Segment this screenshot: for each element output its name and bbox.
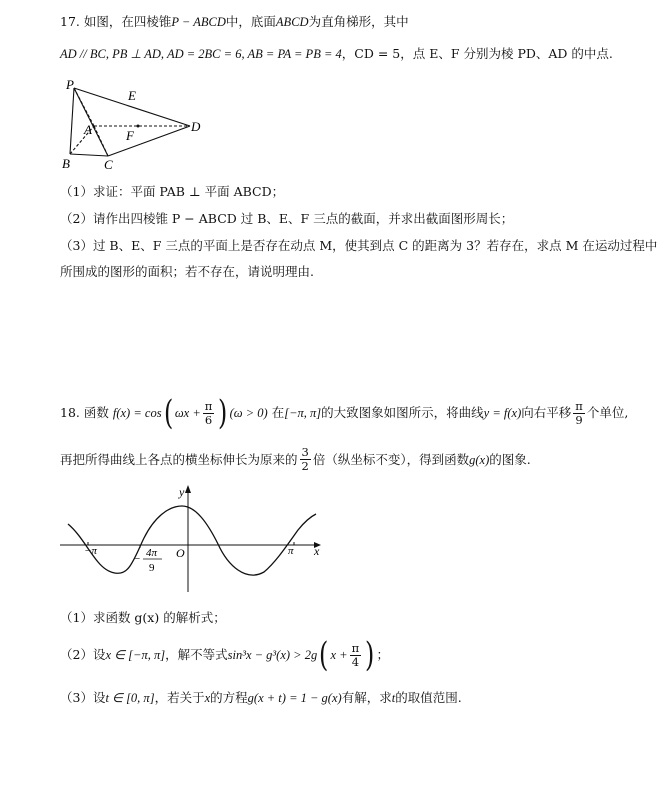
q18-part3-var: x: [204, 691, 211, 705]
q18-l2-c: 的图象.: [489, 451, 531, 467]
q17-part2: （2）请作出四棱锥 P − ABCD 过 B、E、F 三点的截面，并求出截面图形周长；: [60, 211, 514, 226]
q17-part3-line1: （3）过 B、E、F 三点的平面上是否存在动点 M，使其到点 C 的距离为 3？若存在，求点 M 在运动过程中: [60, 238, 658, 253]
q18-l1-b: 在: [271, 405, 285, 420]
label-C: C: [104, 157, 113, 172]
q18-part3-c: 的方程: [210, 690, 248, 705]
q18-part2-inner: x +: [330, 648, 348, 662]
label-D: D: [191, 119, 201, 134]
label-B: B: [62, 156, 70, 171]
q18-part3-var2: t: [391, 691, 396, 705]
label-E: E: [128, 88, 136, 103]
q17-part3-line2: 所围成的图形的面积；若不存在，请说明理由.: [60, 264, 314, 279]
q18-stretch-fraction: $\frac{3}{2}$: [301, 445, 309, 473]
edge-PB: [70, 88, 74, 154]
q18-part2-set: x ∈ [−π, π]: [105, 648, 166, 662]
q18-line1: 18. 函数 f(x) = cos ( ωx + $\frac{\pi}{6}$ ) (ω > 0) 在 [−π, π] 的大致图象如图所示，将曲线 y = f(x) 向右平移 $\frac{\pi}{9}$ 个单位,: [60, 393, 629, 433]
q18-part3-set: t ∈ [0, π]: [105, 691, 155, 705]
q17-cond2: ，CD = 5，点 E、F 分别为棱 PD、AD 的中点.: [341, 46, 613, 61]
label-minus: −: [134, 553, 141, 565]
q18-part1: （1）求函数 g(x) 的解析式；: [60, 610, 226, 625]
q18-interval: [−π, π]: [284, 406, 322, 420]
q18-shift-fraction: $\frac{\pi}{9}$: [575, 398, 583, 427]
q18-l1-e: 个单位,: [586, 405, 629, 420]
q17-pyramid-figure: [60, 76, 210, 172]
q18-line2: [60, 446, 531, 473]
q18-part3: [60, 690, 462, 706]
q18-part2-end: ；: [376, 647, 389, 662]
q17-number: 17.: [60, 14, 80, 29]
q18-part2-a: （2）设: [60, 647, 106, 662]
q18-part3-e: 的取值范围.: [395, 690, 462, 705]
q18-omega-cond: (ω > 0): [229, 406, 268, 420]
q18-part2-ineq: sin³x − g³(x) > 2g: [227, 648, 318, 662]
q18-phase-fraction: $\frac{\pi}{6}$: [204, 398, 213, 427]
cosine-curve: [68, 506, 316, 575]
label-x: x: [314, 544, 320, 558]
q17-base: ABCD: [275, 15, 309, 29]
edge-BC: [70, 154, 108, 156]
q18-cosine-graph: [58, 482, 338, 594]
q17-part1: （1）求证：平面 PAB ⊥ 平面 ABCD；: [60, 184, 285, 199]
label-9: 9: [149, 562, 155, 574]
q18-part3-eq: g(x + t) = 1 − g(x): [247, 691, 342, 705]
edge-CD: [108, 126, 190, 156]
q18-l2-b: 倍（纵坐标不变），得到函数: [312, 451, 470, 467]
label-origin: O: [176, 546, 185, 560]
q17-solid: P − ABCD: [171, 15, 226, 29]
q17-intro2: 中，底面: [225, 14, 276, 29]
q18-function: f(x) = cos: [112, 406, 162, 420]
q18-part3-d: 有解，求: [341, 690, 392, 705]
q18-gx: g(x): [469, 452, 490, 467]
q18-part2-fraction: $\frac{\pi}{4}$: [351, 640, 360, 669]
q18-part3-a: （3）设: [60, 690, 106, 705]
q18-part2: （2）设 x ∈ [−π, π] ，解不等式 sin³x − g³(x) > 2g ( x + $\frac{\pi}{4}$ ) ；: [60, 635, 389, 675]
q18-number: 18.: [60, 405, 80, 420]
q18-l1-c: 的大致图象如图所示，将曲线: [321, 405, 484, 420]
y-axis-arrow: [185, 485, 191, 493]
q17-intro-line: [60, 14, 409, 30]
q17-intro3: 为直角梯形，其中: [308, 14, 409, 29]
q17-conditions-line: [60, 46, 613, 62]
q18-l1-d: 向右平移: [521, 405, 572, 420]
label-neg-pi: −π: [84, 545, 97, 557]
q17-intro: 如图，在四棱锥: [83, 14, 172, 29]
q17-cond1: AD // BC, PB ⊥ AD, AD = 2BC = 6, AB = PA = PB = 4: [60, 47, 342, 61]
label-4pi: 4π: [146, 547, 158, 559]
label-P: P: [66, 77, 74, 92]
point-F: [137, 125, 140, 128]
q18-part3-b: ，若关于: [154, 690, 205, 705]
label-F: F: [126, 128, 134, 143]
label-A: A: [84, 122, 92, 137]
label-y: y: [179, 485, 185, 499]
q18-inner: ωx +: [174, 406, 201, 420]
label-pi: π: [288, 545, 294, 557]
q18-part2-b: ，解不等式: [165, 647, 228, 662]
q18-l2-a: 再把所得曲线上各点的横坐标伸长为原来的: [60, 451, 298, 467]
q18-curve: y = f(x): [483, 406, 522, 420]
q18-l1-a: 函数: [83, 405, 109, 420]
